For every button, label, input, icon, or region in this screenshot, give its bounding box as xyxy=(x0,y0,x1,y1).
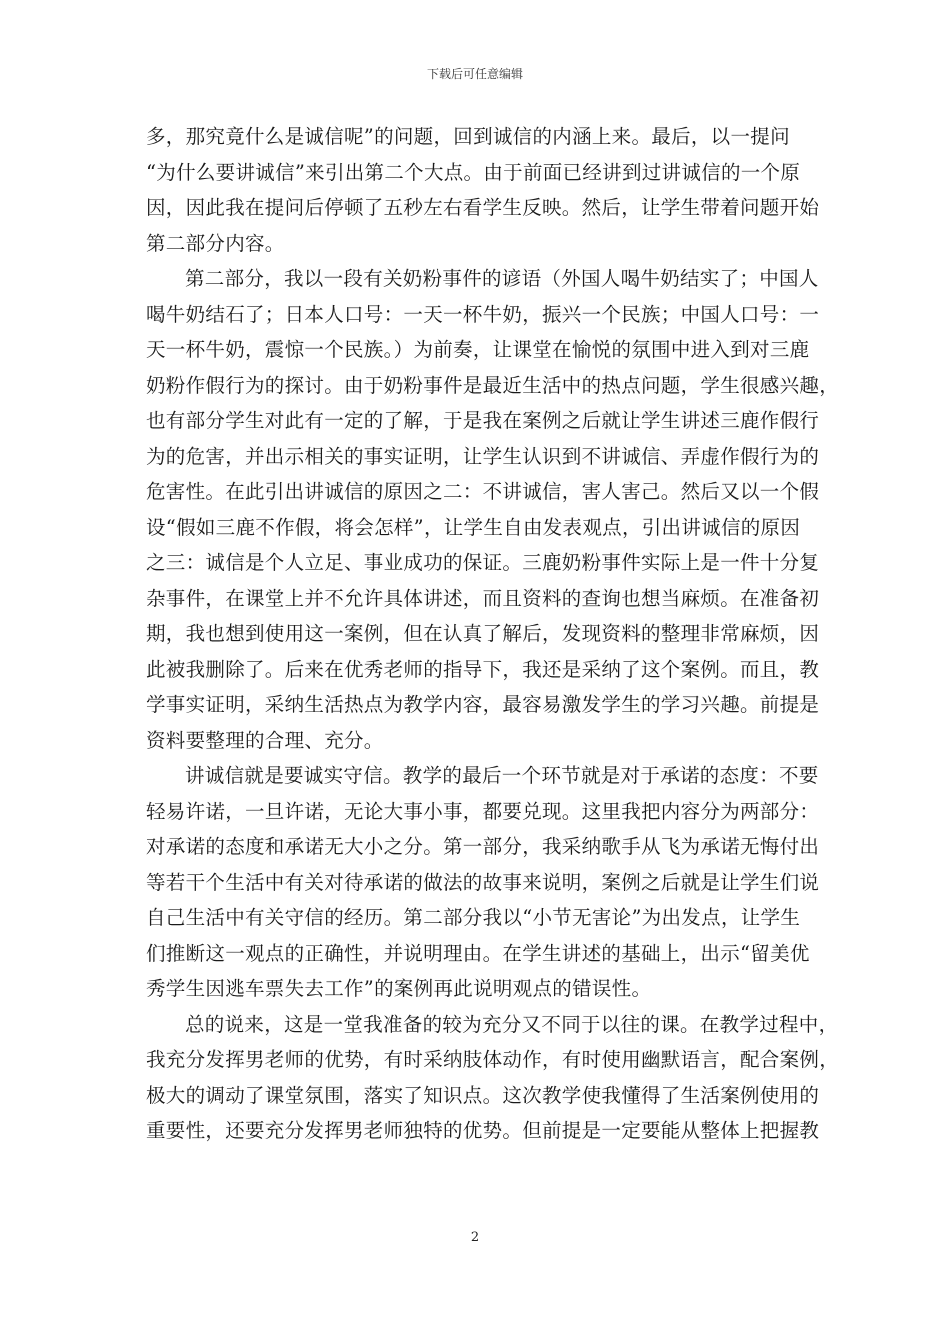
body-line: 轻易许诺，一旦许诺，无论大事小事，都要兑现。这里我把内容分为两部分： xyxy=(146,799,820,823)
body-line: 极大的调动了课堂氛围，落实了知识点。这次教学使我懂得了生活案例使用的 xyxy=(146,1083,820,1107)
body-line: 期，我也想到使用这一案例，但在认真了解后，发现资料的整理非常麻烦，因 xyxy=(146,622,820,645)
page-number: 2 xyxy=(470,1230,480,1245)
body-line: 此被我删除了。后来在优秀老师的指导下，我还是采纳了这个案例。而且，教 xyxy=(146,657,820,681)
body-line: 自己生活中有关守信的经历。第二部分我以“小节无害论”为出发点，让学生 xyxy=(146,906,801,929)
body-line: 多，那究竟什么是诚信呢”的问题，回到诚信的内涵上来。最后，以一提问 xyxy=(146,125,790,148)
body-line: 喝牛奶结石了；日本人口号：一天一杯牛奶，振兴一个民族；中国人口号：一 xyxy=(146,302,820,326)
page-header: 下载后可任意编辑 xyxy=(426,67,523,81)
document-body xyxy=(146,119,840,1149)
body-line: 资料要整理的合理、充分。 xyxy=(146,728,384,752)
body-line: 杂事件，在课堂上并不允许具体讲述，而且资料的查询也想当麻烦。在准备初 xyxy=(146,586,820,610)
body-line: 奶粉作假行为的探讨。由于奶粉事件是最近生活中的热点问题，学生很感兴趣， xyxy=(146,373,840,397)
body-line: 第二部分内容。 xyxy=(146,231,285,255)
body-line: 重要性，还要充分发挥男老师独特的优势。但前提是一定要能从整体上把握教 xyxy=(146,1119,820,1142)
body-line: 们推断这一观点的正确性，并说明理由。在学生讲述的基础上，出示“留美优 xyxy=(146,941,810,965)
body-line: 设“假如三鹿不作假，将会怎样”，让学生自由发表观点，引出讲诚信的原因 xyxy=(146,515,801,539)
body-line: 之三：诚信是个人立足、事业成功的保证。三鹿奶粉事件实际上是一件十分复 xyxy=(146,551,820,574)
body-line: 天一杯牛奶，震惊一个民族。）为前奏，让课堂在愉悦的氛围中进入到对三鹿 xyxy=(146,338,810,361)
body-line: 学事实证明，采纳生活热点为教学内容，最容易激发学生的学习兴趣。前提是 xyxy=(146,693,820,716)
body-line: “为什么要讲诚信”来引出第二个大点。由于前面已经讲到过讲诚信的一个原 xyxy=(146,160,801,184)
paragraph-first-line: 讲诚信就是要诚实守信。教学的最后一个环节就是对于承诺的态度：不要 xyxy=(185,764,819,787)
paragraph-first-line: 第二部分，我以一段有关奶粉事件的谚语（外国人喝牛奶结实了；中国人 xyxy=(185,267,819,290)
body-line: 因，因此我在提问后停顿了五秒左右看学生反映。然后，让学生带着问题开始 xyxy=(146,196,820,219)
body-line: 等若干个生活中有关对待承诺的做法的故事来说明，案例之后就是让学生们说 xyxy=(146,870,820,894)
paragraph-first-line: 总的说来，这是一堂我准备的较为充分又不同于以往的课。在教学过程中， xyxy=(185,1012,839,1036)
body-line: 秀学生因逃车票失去工作”的案例再此说明观点的错误性。 xyxy=(146,977,652,1000)
body-line: 我充分发挥男老师的优势，有时采纳肢体动作，有时使用幽默语言，配合案例， xyxy=(146,1048,840,1071)
body-line: 对承诺的态度和承诺无大小之分。第一部分，我采纳歌手从飞为承诺无悔付出 xyxy=(146,835,820,858)
body-line: 为的危害，并出示相关的事实证明，让学生认识到不讲诚信、弄虚作假行为的 xyxy=(146,444,820,468)
body-line: 也有部分学生对此有一定的了解，于是我在案例之后就让学生讲述三鹿作假行 xyxy=(146,409,820,432)
body-line: 危害性。在此引出讲诚信的原因之二：不讲诚信，害人害己。然后又以一个假 xyxy=(146,480,820,503)
